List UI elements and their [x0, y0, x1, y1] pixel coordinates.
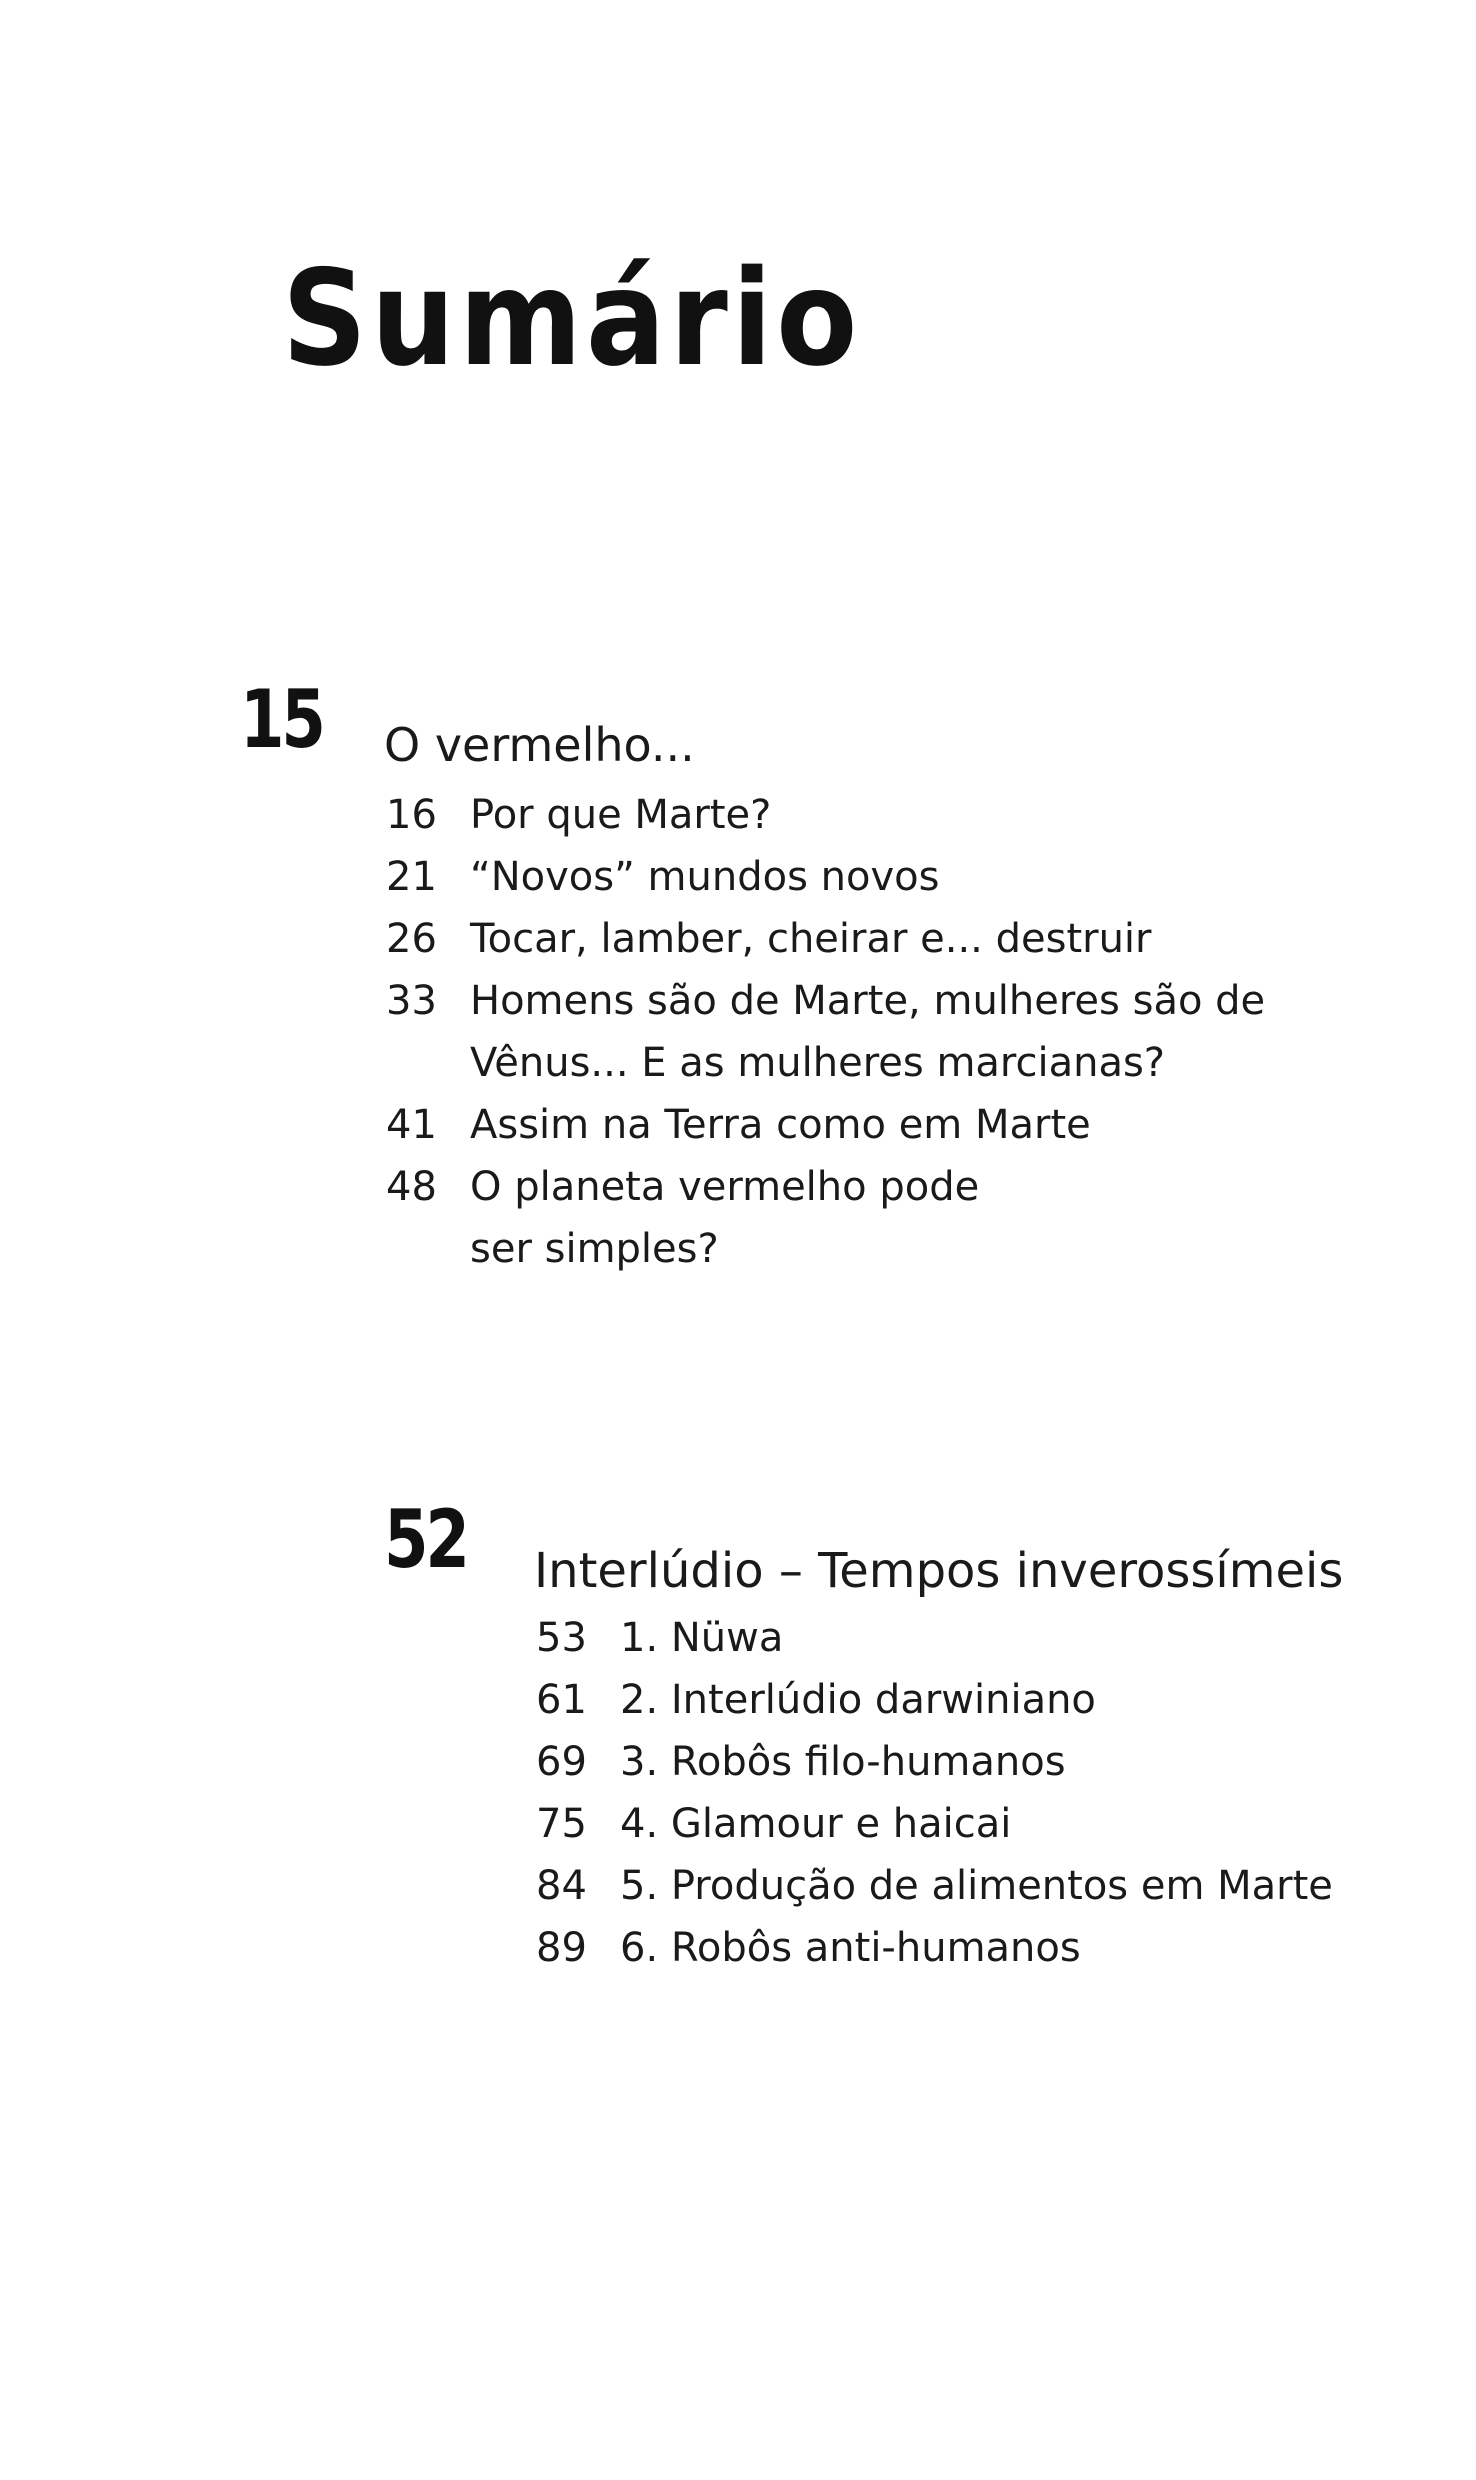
page-title: Sumário [282, 240, 862, 396]
toc-entry[interactable] [536, 1607, 1333, 1669]
toc-list [386, 784, 1265, 1280]
toc-entry[interactable] [386, 1094, 1265, 1156]
toc-page-number: 75 [536, 1801, 587, 1847]
toc-page-number: 89 [536, 1925, 587, 1971]
toc-entry-title [470, 784, 1265, 846]
toc-entry-line: 1. Nüwa [620, 1615, 784, 1661]
toc-entry-title [620, 1793, 1333, 1855]
toc-entry-line: ser simples? [470, 1226, 719, 1272]
toc-entry-line: 5. Produção de alimentos em Marte [620, 1863, 1333, 1909]
toc-page-number: 53 [536, 1615, 587, 1661]
toc-entry-title [620, 1669, 1333, 1731]
toc-entry-title [470, 908, 1265, 970]
toc-entry-title [470, 1156, 1265, 1280]
toc-page-number: 84 [536, 1863, 587, 1909]
toc-entry-line: 4. Glamour e haicai [620, 1801, 1012, 1847]
toc-entry-line: Vênus... E as mulheres marcianas? [470, 1040, 1166, 1086]
toc-page-number: 61 [536, 1677, 587, 1723]
toc-entry-title [470, 970, 1265, 1094]
toc-entry-line: O planeta vermelho pode [470, 1164, 980, 1210]
toc-entry-line: 2. Interlúdio darwiniano [620, 1677, 1096, 1723]
toc-entry-line: Por que Marte? [470, 792, 772, 838]
toc-entry-line: Tocar, lamber, cheirar e... destruir [470, 916, 1152, 962]
toc-entry[interactable] [386, 908, 1265, 970]
toc-entry-line: “Novos” mundos novos [470, 854, 940, 900]
toc-entry[interactable] [536, 1793, 1333, 1855]
toc-entry[interactable] [536, 1855, 1333, 1917]
toc-entry-title [620, 1917, 1333, 1979]
toc-page-number: 33 [386, 978, 437, 1024]
toc-page-number: 48 [386, 1164, 437, 1210]
toc-entry[interactable] [386, 846, 1265, 908]
toc-entry[interactable] [536, 1917, 1333, 1979]
toc-entry[interactable] [386, 784, 1265, 846]
toc-entry-line: 3. Robôs filo-humanos [620, 1739, 1066, 1785]
toc-entry[interactable] [386, 970, 1265, 1094]
toc-entry-title [620, 1731, 1333, 1793]
toc-entry[interactable] [536, 1669, 1333, 1731]
toc-entry-title [620, 1607, 1333, 1669]
toc-list [536, 1607, 1333, 1979]
toc-entry-line: 6. Robôs anti-humanos [620, 1925, 1081, 1971]
toc-entry-title [470, 1094, 1265, 1156]
toc-entry-line: Assim na Terra como em Marte [470, 1102, 1091, 1148]
toc-page-number: 16 [386, 792, 437, 838]
toc-entry[interactable] [536, 1731, 1333, 1793]
toc-entry-line: Homens são de Marte, mulheres são de [470, 978, 1266, 1024]
section-title: O vermelho... [384, 718, 695, 772]
section-number: 52 [384, 1493, 467, 1586]
toc-page-number: 41 [386, 1102, 437, 1148]
toc-entry-title [620, 1855, 1333, 1917]
toc-entry-title [470, 846, 1265, 908]
section-title: Interlúdio – Tempos inverossímeis [534, 1543, 1344, 1599]
toc-entry[interactable] [386, 1156, 1265, 1280]
section-number: 15 [240, 673, 323, 766]
toc-page-number: 69 [536, 1739, 587, 1785]
toc-page-number: 21 [386, 854, 437, 900]
toc-page-number: 26 [386, 916, 437, 962]
